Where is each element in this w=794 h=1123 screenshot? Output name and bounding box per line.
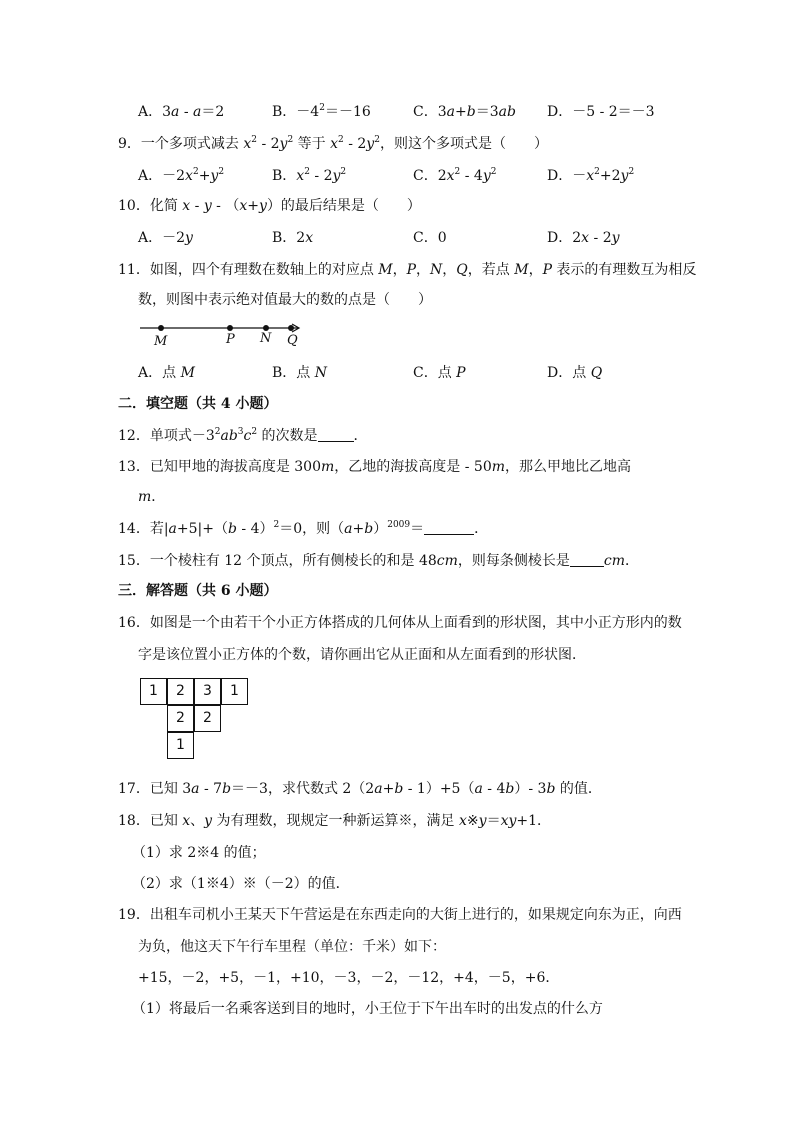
q9-option-a: A．$-2x^2+y^2$ [138, 167, 225, 184]
q9-stem: 9．一个多项式减去 $x^2 - 2y^2$ 等于 $x^2 - 2y^2$，则这个多项式是（ ） [118, 135, 548, 152]
grid-cell: 1 [221, 678, 248, 705]
q11-option-b: B．点 N [272, 365, 327, 381]
grid-cell: 2 [194, 705, 221, 732]
q8-option-a: A．3a - a＝2 [138, 104, 225, 120]
section-fill-in-title: 二．填空题（共 4 小题） [118, 396, 278, 412]
q10-option-a: A．－2y [138, 230, 193, 246]
q14: 14．若|a+5|+（b - 4）$^2$＝0，则$(a+b)^{2009}=$ ． [118, 520, 489, 537]
q12: 12．单项式$-3^2ab^3c^2$ 的次数是 ． [118, 427, 368, 444]
point-p [227, 325, 233, 331]
q13-line1: 13．已知甲地的海拔高度是 300m，乙地的海拔高度是 - 50m，那么甲地比乙地高 [118, 459, 632, 475]
q16-line1: 16．如图是一个由若干个小正方体搭成的几何体从上面看到的形状图，其中小正方形内的数 [118, 615, 682, 631]
label-n: N [260, 331, 272, 346]
q17: 17．已知 3a - 7b＝－3，求代数式 2（2a+b - 1）+5（a - 4b）- 3b 的值． [118, 781, 602, 797]
section-answer-title: 三．解答题（共 6 小题） [118, 583, 278, 599]
q9-option-b: B．$x^2 - 2y^2$ [272, 167, 347, 184]
point-m [158, 325, 164, 331]
q10-option-b: B．2x [272, 230, 314, 246]
q19-line2: 为负，他这天下午行车里程（单位：千米）如下： [138, 939, 446, 955]
label-p: P [226, 332, 235, 347]
q10-option-d: D．2x - 2y [547, 230, 620, 246]
q10-stem: 10．化简 x - y - （x+y）的最后结果是（ ） [118, 198, 421, 214]
point-q [288, 325, 294, 331]
q18: 18．已知 x、y 为有理数，现规定一种新运算※，满足 x※y＝xy+1． [118, 813, 552, 829]
q11-stem-line2: 数，则图中表示绝对值最大的数的点是（ ） [138, 292, 432, 308]
q19-mileage: +15，－2，+5，－1，+10，－3，－2，－12，+4，－5，+6． [138, 970, 560, 986]
q11-stem-line1: 11．如图，四个有理数在数轴上的对应点 M，P，N，Q，若点 M，P 表示的有理数互为相反 [118, 262, 697, 278]
grid-cell: 3 [194, 678, 221, 705]
grid-cell: 2 [167, 705, 194, 732]
q11-option-a: A．点 M [138, 365, 195, 381]
q19-part1: （1）将最后一名乘客送到目的地时，小王位于下午出车时的出发点的什么方 [132, 1001, 603, 1017]
q8-option-d: D．－5 - 2＝－3 [547, 104, 655, 120]
q11-option-d: D．点 Q [547, 365, 603, 381]
q16-line2: 字是该位置小正方体的个数，请你画出它从正面和从左面看到的形状图． [138, 647, 586, 663]
grid-cell: 2 [167, 678, 194, 705]
q10-option-c: C．0 [413, 230, 447, 246]
label-q: Q [287, 333, 298, 348]
q8-option-c: C．3a+b＝3ab [413, 104, 516, 120]
q18-part1: （1）求 2※4 的值； [132, 845, 266, 861]
grid-cell: 1 [167, 732, 194, 759]
q8-option-b: B．$-4^2=-16$ [272, 103, 371, 120]
q13-line2: m． [138, 489, 166, 505]
q18-part2: （2）求（1※4）※（－2）的值． [132, 876, 350, 892]
q15: 15．一个棱柱有 12 个顶点，所有侧棱长的和是 48cm，则每条侧棱长是 cm． [118, 553, 640, 569]
q19-line1: 19．出租车司机小王某天下午营运是在东西走向的大街上进行的，如果规定向东为正，向西 [118, 907, 682, 923]
q11-option-c: C．点 P [413, 365, 466, 381]
grid-cell: 1 [140, 678, 167, 705]
label-m: M [154, 334, 168, 349]
q9-option-d: D．$-x^2+2y^2$ [547, 167, 635, 184]
q9-option-c: C．$2x^2 - 4y^2$ [413, 167, 497, 184]
